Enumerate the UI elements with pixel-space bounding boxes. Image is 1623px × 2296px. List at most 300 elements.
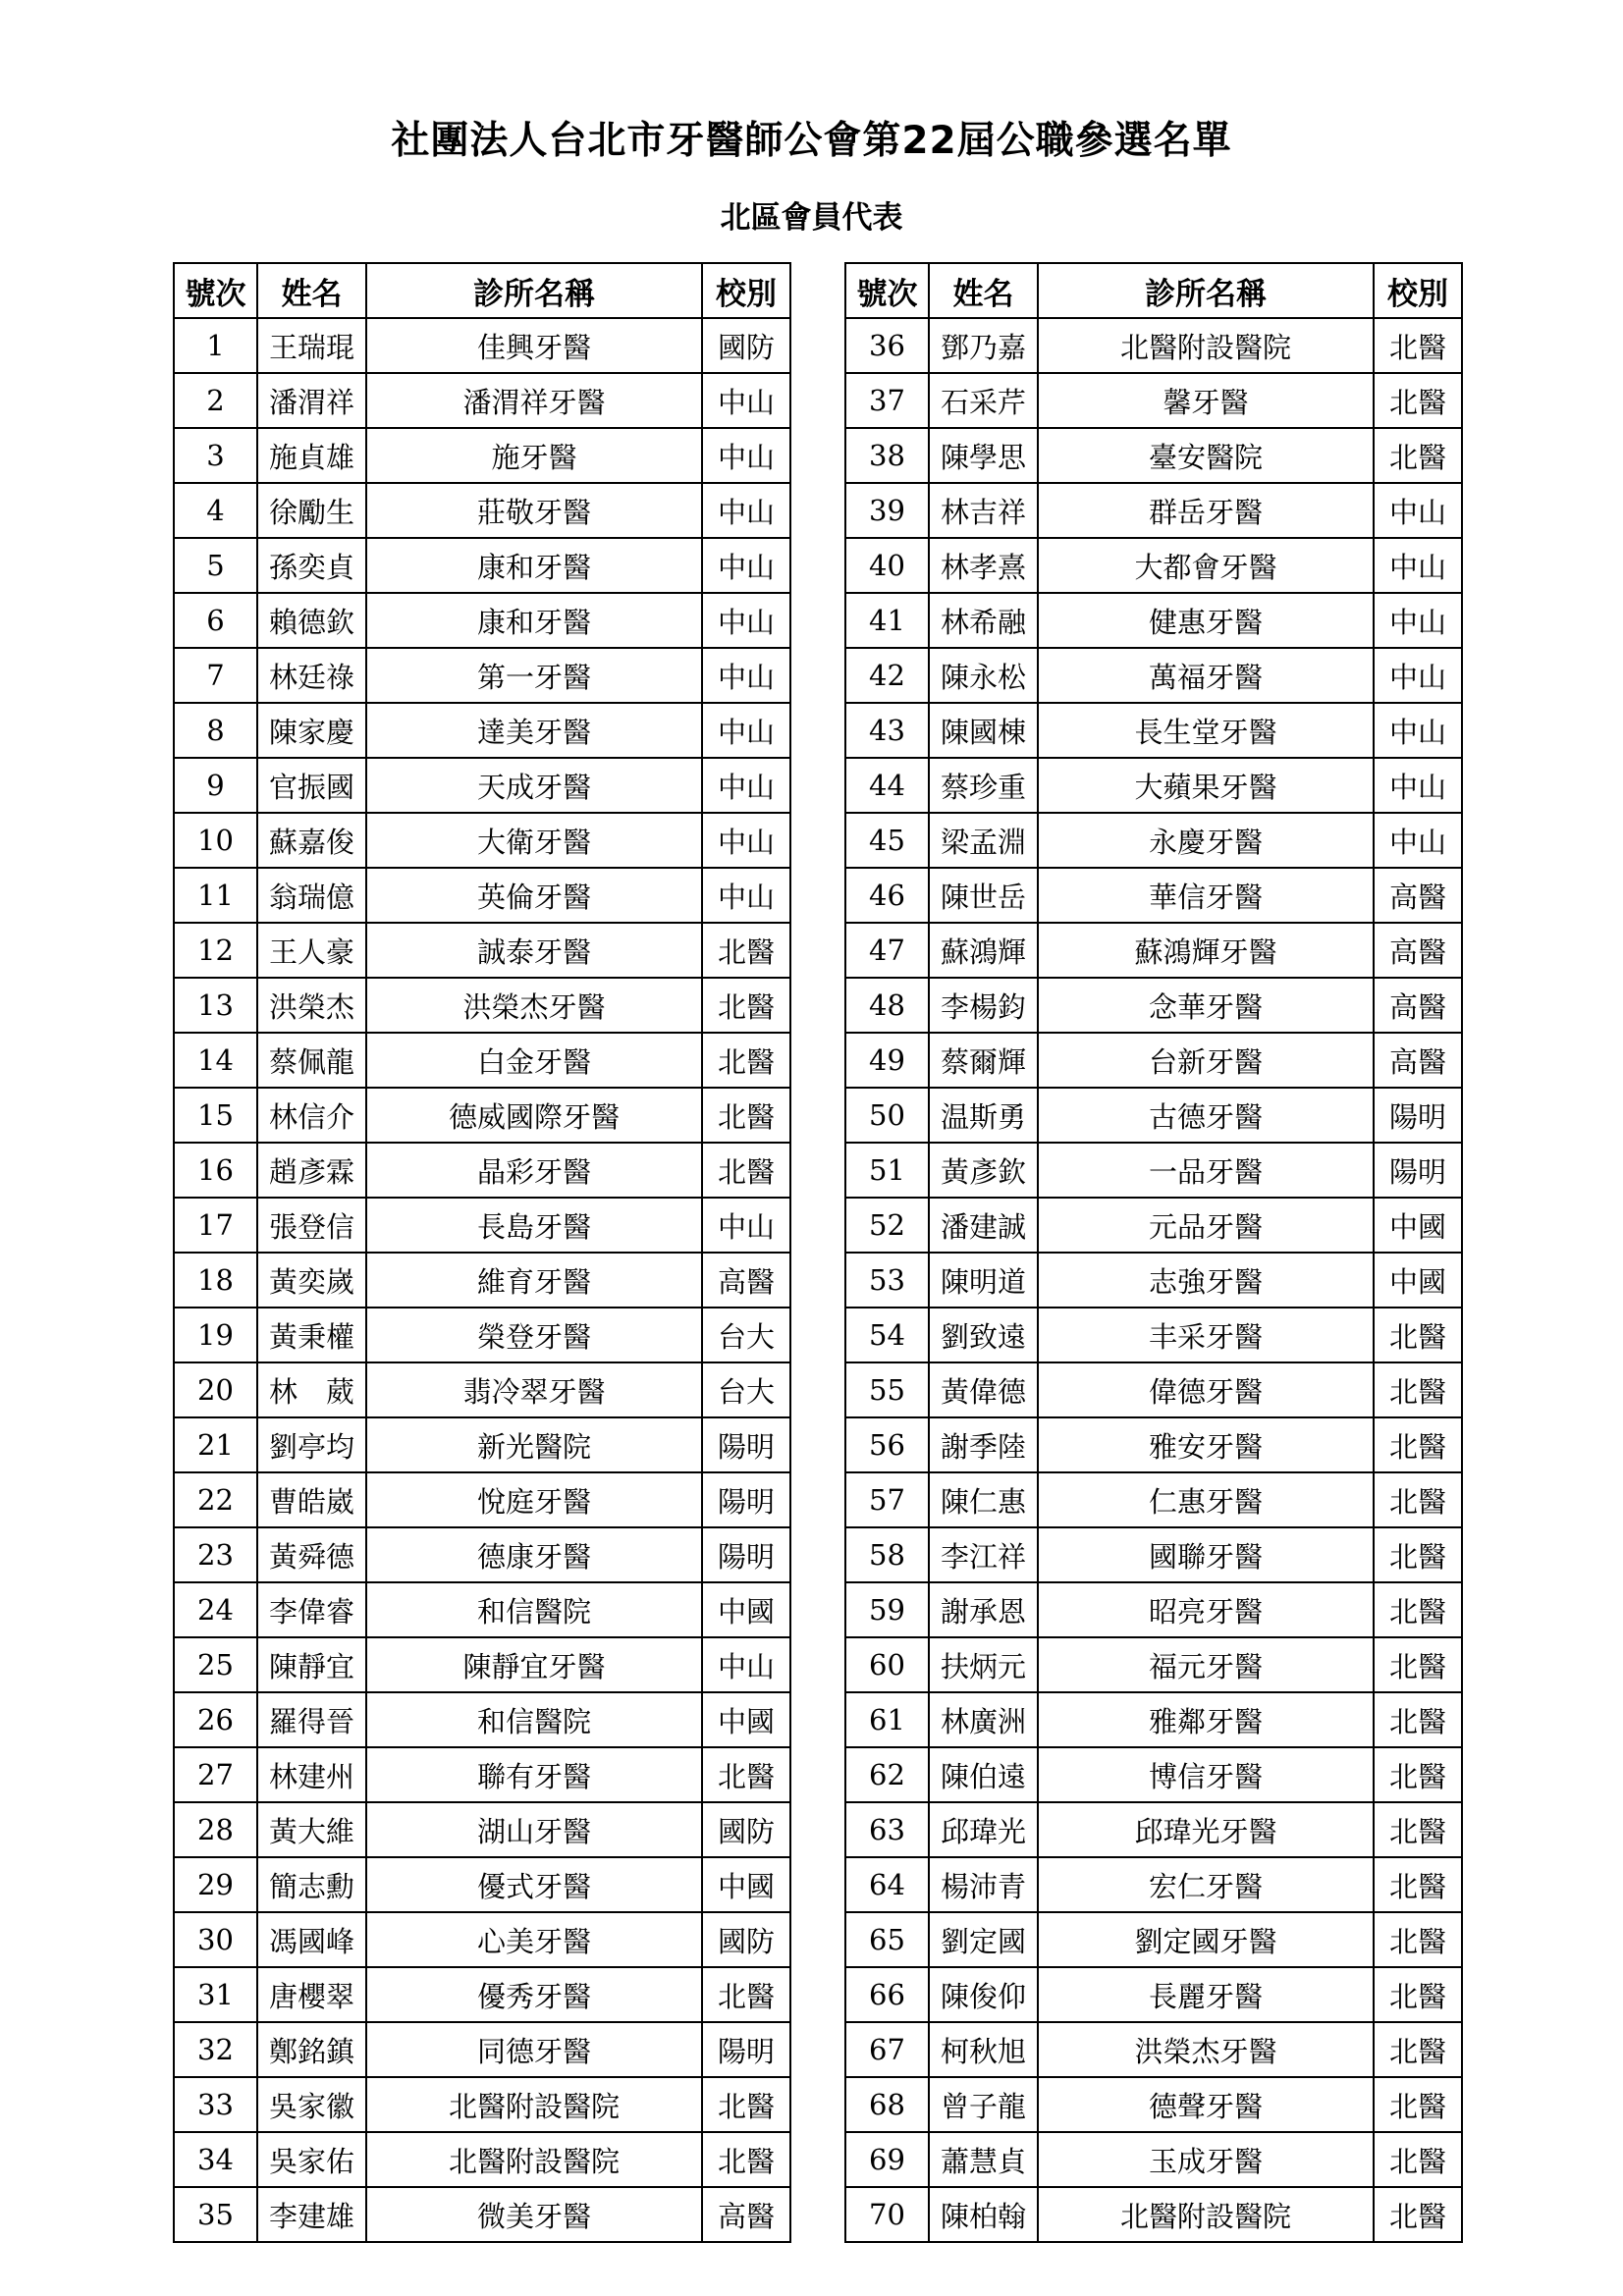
member-no: 38 xyxy=(845,428,929,483)
member-no: 23 xyxy=(174,1527,257,1582)
member-no: 62 xyxy=(845,1747,929,1802)
member-school: 北醫 xyxy=(702,1143,790,1198)
table-row xyxy=(845,1417,1462,1472)
member-school: 中山 xyxy=(702,483,790,538)
member-no: 46 xyxy=(845,868,929,923)
member-clinic: 臺安醫院 xyxy=(1038,428,1374,483)
table-row xyxy=(174,1417,790,1472)
member-no: 3 xyxy=(174,428,257,483)
member-no: 52 xyxy=(845,1198,929,1253)
member-school: 中山 xyxy=(702,1198,790,1253)
member-no: 18 xyxy=(174,1253,257,1308)
member-clinic: 昭亮牙醫 xyxy=(1038,1582,1374,1637)
member-name: 吳家徽 xyxy=(257,2077,366,2132)
member-no: 53 xyxy=(845,1253,929,1308)
member-name: 謝承恩 xyxy=(929,1582,1038,1637)
table-row xyxy=(845,318,1462,373)
table-row xyxy=(174,813,790,868)
member-name: 曾子龍 xyxy=(929,2077,1038,2132)
member-no: 42 xyxy=(845,648,929,703)
table-row xyxy=(174,1088,790,1143)
table-row xyxy=(174,868,790,923)
member-name: 温斯勇 xyxy=(929,1088,1038,1143)
member-school: 中山 xyxy=(1374,648,1462,703)
member-no: 9 xyxy=(174,758,257,813)
member-school: 高醫 xyxy=(1374,978,1462,1033)
member-name: 孫奕貞 xyxy=(257,538,366,593)
member-name: 林建州 xyxy=(257,1747,366,1802)
member-name: 李楊鈞 xyxy=(929,978,1038,1033)
member-school: 中山 xyxy=(702,703,790,758)
member-no: 7 xyxy=(174,648,257,703)
member-school: 北醫 xyxy=(1374,1747,1462,1802)
member-name: 劉定國 xyxy=(929,1912,1038,1967)
member-no: 41 xyxy=(845,593,929,648)
member-school: 陽明 xyxy=(702,1527,790,1582)
table-row xyxy=(174,2187,790,2242)
member-school: 北醫 xyxy=(702,2077,790,2132)
member-clinic: 和信醫院 xyxy=(366,1692,702,1747)
member-no: 16 xyxy=(174,1143,257,1198)
table-row xyxy=(845,373,1462,428)
member-clinic: 洪榮杰牙醫 xyxy=(366,978,702,1033)
member-clinic: 馨牙醫 xyxy=(1038,373,1374,428)
table-row xyxy=(174,2022,790,2077)
member-clinic: 聯有牙醫 xyxy=(366,1747,702,1802)
member-clinic: 群岳牙醫 xyxy=(1038,483,1374,538)
member-clinic: 長麗牙醫 xyxy=(1038,1967,1374,2022)
member-name: 劉致遠 xyxy=(929,1308,1038,1362)
member-name: 張登信 xyxy=(257,1198,366,1253)
member-name: 扶炳元 xyxy=(929,1637,1038,1692)
member-name: 趙彥霖 xyxy=(257,1143,366,1198)
member-name: 黃偉德 xyxy=(929,1362,1038,1417)
member-clinic: 國聯牙醫 xyxy=(1038,1527,1374,1582)
member-name: 林吉祥 xyxy=(929,483,1038,538)
member-school: 陽明 xyxy=(702,1417,790,1472)
member-no: 50 xyxy=(845,1088,929,1143)
member-name: 唐櫻翠 xyxy=(257,1967,366,2022)
member-no: 22 xyxy=(174,1472,257,1527)
member-name: 柯秋旭 xyxy=(929,2022,1038,2077)
member-school: 北醫 xyxy=(1374,373,1462,428)
member-school: 北醫 xyxy=(1374,428,1462,483)
member-clinic: 德康牙醫 xyxy=(366,1527,702,1582)
header-name: 姓名 xyxy=(257,263,366,318)
member-clinic: 元品牙醫 xyxy=(1038,1198,1374,1253)
table-row xyxy=(845,483,1462,538)
member-school: 北醫 xyxy=(1374,2132,1462,2187)
member-school: 中山 xyxy=(702,538,790,593)
member-name: 黃彥欽 xyxy=(929,1143,1038,1198)
table-row xyxy=(845,1143,1462,1198)
table-row xyxy=(174,978,790,1033)
member-no: 10 xyxy=(174,813,257,868)
member-school: 中山 xyxy=(702,868,790,923)
member-name: 邱瑋光 xyxy=(929,1802,1038,1857)
member-name: 賴德欽 xyxy=(257,593,366,648)
member-clinic: 佳興牙醫 xyxy=(366,318,702,373)
member-clinic: 萬福牙醫 xyxy=(1038,648,1374,703)
member-school: 國防 xyxy=(702,318,790,373)
member-no: 70 xyxy=(845,2187,929,2242)
member-school: 中山 xyxy=(702,758,790,813)
member-no: 19 xyxy=(174,1308,257,1362)
member-no: 39 xyxy=(845,483,929,538)
member-clinic: 北醫附設醫院 xyxy=(1038,318,1374,373)
member-name: 蕭慧貞 xyxy=(929,2132,1038,2187)
member-clinic: 陳靜宜牙醫 xyxy=(366,1637,702,1692)
member-school: 高醫 xyxy=(1374,923,1462,978)
member-school: 北醫 xyxy=(1374,318,1462,373)
member-name: 陳家慶 xyxy=(257,703,366,758)
member-no: 4 xyxy=(174,483,257,538)
member-school: 北醫 xyxy=(1374,1692,1462,1747)
member-name: 陳明道 xyxy=(929,1253,1038,1308)
member-school: 北醫 xyxy=(1374,1582,1462,1637)
table-row xyxy=(174,1472,790,1527)
member-clinic: 英倫牙醫 xyxy=(366,868,702,923)
page-subtitle: 北區會員代表 xyxy=(720,200,903,236)
member-name: 陳國棟 xyxy=(929,703,1038,758)
member-school: 中山 xyxy=(702,593,790,648)
member-clinic: 洪榮杰牙醫 xyxy=(1038,2022,1374,2077)
page-title: 社團法人台北市牙醫師公會第22屆公職參選名單 xyxy=(391,119,1232,163)
member-name: 蔡珍重 xyxy=(929,758,1038,813)
table-row xyxy=(174,1362,790,1417)
header-school: 校別 xyxy=(702,263,790,318)
member-school: 北醫 xyxy=(702,1033,790,1088)
member-school: 北醫 xyxy=(702,978,790,1033)
table-row xyxy=(845,1692,1462,1747)
member-name: 陳柏翰 xyxy=(929,2187,1038,2242)
member-name: 官振國 xyxy=(257,758,366,813)
member-school: 北醫 xyxy=(1374,1967,1462,2022)
table-row xyxy=(174,1253,790,1308)
member-school: 北醫 xyxy=(1374,2077,1462,2132)
member-school: 陽明 xyxy=(702,2022,790,2077)
member-clinic: 康和牙醫 xyxy=(366,593,702,648)
member-school: 陽明 xyxy=(1374,1088,1462,1143)
member-clinic: 雅鄰牙醫 xyxy=(1038,1692,1374,1747)
member-clinic: 雅安牙醫 xyxy=(1038,1417,1374,1472)
member-name: 翁瑞億 xyxy=(257,868,366,923)
member-no: 17 xyxy=(174,1198,257,1253)
table-row xyxy=(174,1143,790,1198)
member-no: 33 xyxy=(174,2077,257,2132)
member-school: 北醫 xyxy=(1374,1417,1462,1472)
member-name: 楊沛青 xyxy=(929,1857,1038,1912)
member-school: 北醫 xyxy=(1374,1857,1462,1912)
member-school: 中山 xyxy=(702,648,790,703)
member-school: 中國 xyxy=(702,1857,790,1912)
member-no: 54 xyxy=(845,1308,929,1362)
member-clinic: 心美牙醫 xyxy=(366,1912,702,1967)
table-row xyxy=(174,2132,790,2187)
table-row xyxy=(174,1198,790,1253)
member-name: 黃奕嵗 xyxy=(257,1253,366,1308)
member-name: 黃大維 xyxy=(257,1802,366,1857)
table-row xyxy=(845,1088,1462,1143)
member-school: 北醫 xyxy=(1374,2022,1462,2077)
member-name: 洪榮杰 xyxy=(257,978,366,1033)
member-clinic: 台新牙醫 xyxy=(1038,1033,1374,1088)
member-no: 47 xyxy=(845,923,929,978)
member-clinic: 德威國際牙醫 xyxy=(366,1088,702,1143)
member-name: 馮國峰 xyxy=(257,1912,366,1967)
member-school: 陽明 xyxy=(1374,1143,1462,1198)
table-row xyxy=(174,923,790,978)
member-name: 陳永松 xyxy=(929,648,1038,703)
table-row xyxy=(174,703,790,758)
member-school: 中山 xyxy=(1374,483,1462,538)
member-name: 陳俊仰 xyxy=(929,1967,1038,2022)
table-row xyxy=(845,1582,1462,1637)
member-clinic: 悅庭牙醫 xyxy=(366,1472,702,1527)
member-clinic: 一品牙醫 xyxy=(1038,1143,1374,1198)
member-clinic: 湖山牙醫 xyxy=(366,1802,702,1857)
table-row xyxy=(845,1967,1462,2022)
member-no: 24 xyxy=(174,1582,257,1637)
member-name: 蘇鴻輝 xyxy=(929,923,1038,978)
table-row xyxy=(845,703,1462,758)
member-no: 51 xyxy=(845,1143,929,1198)
member-clinic: 大蘋果牙醫 xyxy=(1038,758,1374,813)
table-row xyxy=(174,483,790,538)
member-school: 北醫 xyxy=(702,1747,790,1802)
member-name: 林 葳 xyxy=(257,1362,366,1417)
table-row xyxy=(845,758,1462,813)
member-name: 徐勵生 xyxy=(257,483,366,538)
table-row xyxy=(845,1253,1462,1308)
table-row xyxy=(174,1637,790,1692)
member-no: 2 xyxy=(174,373,257,428)
member-no: 36 xyxy=(845,318,929,373)
table-row xyxy=(845,593,1462,648)
member-name: 劉亭均 xyxy=(257,1417,366,1472)
member-clinic: 宏仁牙醫 xyxy=(1038,1857,1374,1912)
member-school: 高醫 xyxy=(1374,868,1462,923)
member-no: 26 xyxy=(174,1692,257,1747)
member-no: 32 xyxy=(174,2022,257,2077)
table-row xyxy=(174,2077,790,2132)
member-name: 羅得晉 xyxy=(257,1692,366,1747)
table-row xyxy=(845,1308,1462,1362)
member-no: 45 xyxy=(845,813,929,868)
member-clinic: 長島牙醫 xyxy=(366,1198,702,1253)
member-name: 李江祥 xyxy=(929,1527,1038,1582)
table-row xyxy=(845,538,1462,593)
roster-table-left xyxy=(173,262,791,2243)
member-no: 63 xyxy=(845,1802,929,1857)
member-clinic: 仁惠牙醫 xyxy=(1038,1472,1374,1527)
table-row xyxy=(174,1527,790,1582)
table-row xyxy=(174,538,790,593)
roster-table-right xyxy=(844,262,1463,2243)
table-header-row xyxy=(174,263,790,318)
member-no: 28 xyxy=(174,1802,257,1857)
member-clinic: 志強牙醫 xyxy=(1038,1253,1374,1308)
member-clinic: 博信牙醫 xyxy=(1038,1747,1374,1802)
member-name: 陳靜宜 xyxy=(257,1637,366,1692)
member-no: 20 xyxy=(174,1362,257,1417)
member-name: 陳伯遠 xyxy=(929,1747,1038,1802)
member-no: 48 xyxy=(845,978,929,1033)
member-no: 61 xyxy=(845,1692,929,1747)
member-clinic: 長生堂牙醫 xyxy=(1038,703,1374,758)
table-row xyxy=(845,1362,1462,1417)
member-name: 王瑞琨 xyxy=(257,318,366,373)
member-clinic: 誠泰牙醫 xyxy=(366,923,702,978)
member-school: 中山 xyxy=(1374,813,1462,868)
member-name: 林廷祿 xyxy=(257,648,366,703)
member-name: 曹皓崴 xyxy=(257,1472,366,1527)
member-no: 49 xyxy=(845,1033,929,1088)
table-row xyxy=(174,593,790,648)
table-row xyxy=(845,2022,1462,2077)
table-row xyxy=(845,428,1462,483)
table-row xyxy=(845,868,1462,923)
table-row xyxy=(845,1472,1462,1527)
member-no: 25 xyxy=(174,1637,257,1692)
table-row xyxy=(174,373,790,428)
member-school: 中國 xyxy=(702,1582,790,1637)
table-row xyxy=(174,1857,790,1912)
member-no: 27 xyxy=(174,1747,257,1802)
member-clinic: 莊敬牙醫 xyxy=(366,483,702,538)
member-clinic: 劉定國牙醫 xyxy=(1038,1912,1374,1967)
member-name: 王人豪 xyxy=(257,923,366,978)
member-clinic: 施牙醫 xyxy=(366,428,702,483)
member-clinic: 達美牙醫 xyxy=(366,703,702,758)
member-no: 14 xyxy=(174,1033,257,1088)
member-no: 8 xyxy=(174,703,257,758)
member-school: 陽明 xyxy=(702,1472,790,1527)
member-clinic: 天成牙醫 xyxy=(366,758,702,813)
header-clinic: 診所名稱 xyxy=(1038,263,1374,318)
member-name: 陳仁惠 xyxy=(929,1472,1038,1527)
member-school: 北醫 xyxy=(1374,1472,1462,1527)
table-row xyxy=(845,1802,1462,1857)
member-clinic: 同德牙醫 xyxy=(366,2022,702,2077)
member-clinic: 大衛牙醫 xyxy=(366,813,702,868)
member-school: 國防 xyxy=(702,1912,790,1967)
member-school: 國防 xyxy=(702,1802,790,1857)
member-name: 石采芹 xyxy=(929,373,1038,428)
member-clinic: 邱瑋光牙醫 xyxy=(1038,1802,1374,1857)
table-row xyxy=(845,1637,1462,1692)
member-school: 台大 xyxy=(702,1308,790,1362)
member-school: 中山 xyxy=(1374,593,1462,648)
member-no: 44 xyxy=(845,758,929,813)
member-school: 北醫 xyxy=(1374,1527,1462,1582)
member-school: 中山 xyxy=(1374,758,1462,813)
member-name: 潘渭祥 xyxy=(257,373,366,428)
member-clinic: 榮登牙醫 xyxy=(366,1308,702,1362)
table-row xyxy=(845,923,1462,978)
header-no: 號次 xyxy=(174,263,257,318)
member-name: 蔡佩龍 xyxy=(257,1033,366,1088)
member-school: 中山 xyxy=(702,373,790,428)
table-row xyxy=(174,1308,790,1362)
table-row xyxy=(174,1802,790,1857)
member-school: 北醫 xyxy=(1374,1912,1462,1967)
member-no: 31 xyxy=(174,1967,257,2022)
member-school: 北醫 xyxy=(1374,2187,1462,2242)
member-school: 高醫 xyxy=(702,2187,790,2242)
member-no: 64 xyxy=(845,1857,929,1912)
member-school: 中山 xyxy=(1374,703,1462,758)
member-no: 66 xyxy=(845,1967,929,2022)
member-clinic: 健惠牙醫 xyxy=(1038,593,1374,648)
header-clinic: 診所名稱 xyxy=(366,263,702,318)
header-name: 姓名 xyxy=(929,263,1038,318)
member-no: 30 xyxy=(174,1912,257,1967)
member-clinic: 微美牙醫 xyxy=(366,2187,702,2242)
member-school: 北醫 xyxy=(702,1088,790,1143)
table-row xyxy=(845,1033,1462,1088)
table-row xyxy=(174,648,790,703)
member-no: 6 xyxy=(174,593,257,648)
member-no: 37 xyxy=(845,373,929,428)
member-clinic: 大都會牙醫 xyxy=(1038,538,1374,593)
table-row xyxy=(845,1527,1462,1582)
member-clinic: 華信牙醫 xyxy=(1038,868,1374,923)
table-row xyxy=(174,1582,790,1637)
member-name: 潘建誠 xyxy=(929,1198,1038,1253)
table-row xyxy=(845,648,1462,703)
member-name: 黃秉權 xyxy=(257,1308,366,1362)
member-no: 65 xyxy=(845,1912,929,1967)
table-row xyxy=(174,428,790,483)
member-no: 35 xyxy=(174,2187,257,2242)
member-clinic: 翡冷翠牙醫 xyxy=(366,1362,702,1417)
member-no: 13 xyxy=(174,978,257,1033)
member-clinic: 和信醫院 xyxy=(366,1582,702,1637)
member-school: 高醫 xyxy=(1374,1033,1462,1088)
member-name: 鄧乃嘉 xyxy=(929,318,1038,373)
member-school: 中國 xyxy=(1374,1198,1462,1253)
member-no: 43 xyxy=(845,703,929,758)
member-school: 台大 xyxy=(702,1362,790,1417)
member-school: 中山 xyxy=(702,1637,790,1692)
member-clinic: 第一牙醫 xyxy=(366,648,702,703)
member-school: 中山 xyxy=(702,428,790,483)
member-clinic: 北醫附設醫院 xyxy=(1038,2187,1374,2242)
member-school: 北醫 xyxy=(1374,1308,1462,1362)
table-row xyxy=(174,1967,790,2022)
member-school: 中國 xyxy=(1374,1253,1462,1308)
member-name: 吳家佑 xyxy=(257,2132,366,2187)
member-name: 黃舜德 xyxy=(257,1527,366,1582)
table-row xyxy=(845,2132,1462,2187)
member-clinic: 優秀牙醫 xyxy=(366,1967,702,2022)
member-school: 中國 xyxy=(702,1692,790,1747)
table-row xyxy=(174,758,790,813)
member-name: 簡志勳 xyxy=(257,1857,366,1912)
member-no: 40 xyxy=(845,538,929,593)
member-school: 北醫 xyxy=(702,2132,790,2187)
member-clinic: 永慶牙醫 xyxy=(1038,813,1374,868)
member-name: 李偉睿 xyxy=(257,1582,366,1637)
member-name: 謝季陸 xyxy=(929,1417,1038,1472)
member-name: 陳世岳 xyxy=(929,868,1038,923)
member-no: 11 xyxy=(174,868,257,923)
member-no: 59 xyxy=(845,1582,929,1637)
member-no: 21 xyxy=(174,1417,257,1472)
table-row xyxy=(845,1912,1462,1967)
member-clinic: 丰采牙醫 xyxy=(1038,1308,1374,1362)
